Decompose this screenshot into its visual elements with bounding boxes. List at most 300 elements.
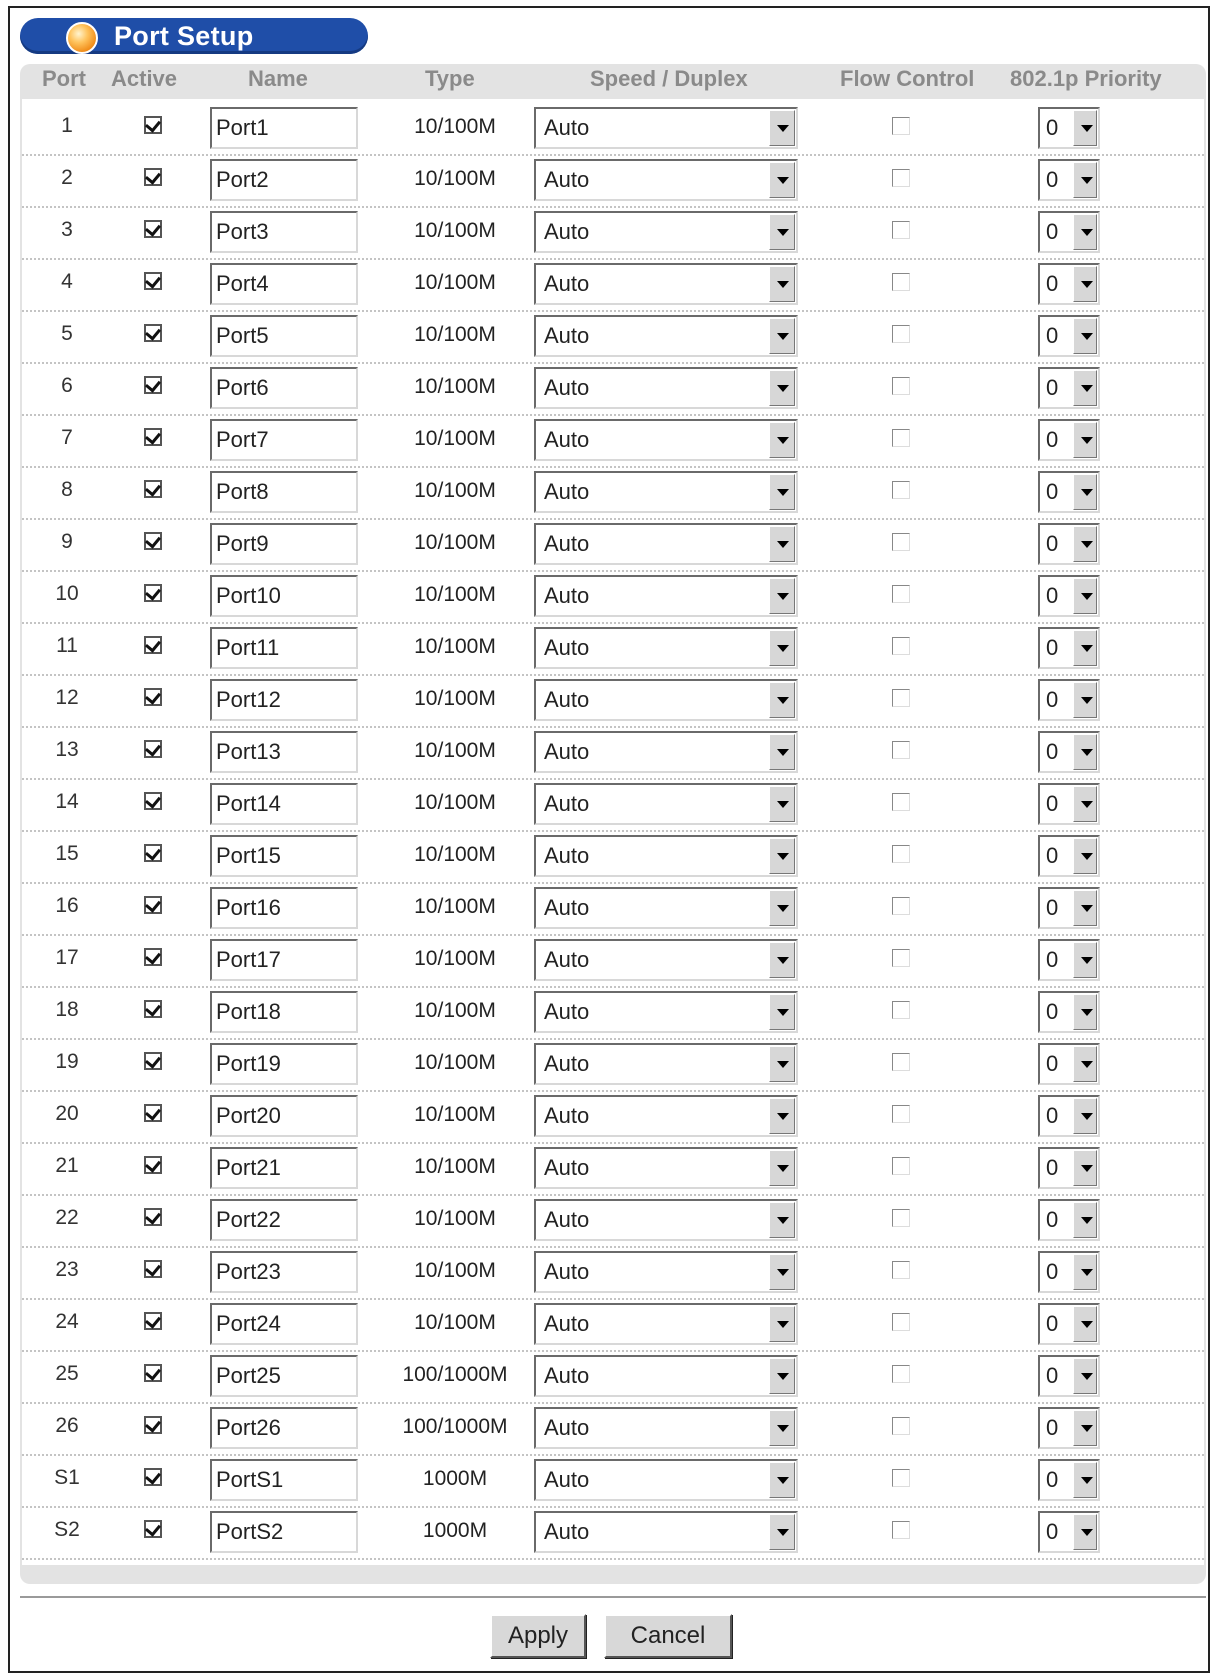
active-checkbox[interactable]	[144, 480, 162, 498]
table-row	[22, 364, 1204, 416]
chevron-down-icon[interactable]	[1073, 942, 1097, 978]
chevron-down-icon[interactable]	[769, 1202, 795, 1238]
flow-control-checkbox[interactable]	[892, 585, 910, 603]
table-row	[22, 208, 1204, 260]
active-checkbox[interactable]	[144, 1104, 162, 1122]
table-row	[22, 260, 1204, 312]
speed-duplex-select[interactable]	[534, 107, 798, 149]
flow-control-checkbox[interactable]	[892, 897, 910, 915]
priority-select[interactable]	[1038, 627, 1100, 669]
port-name-input[interactable]	[210, 1355, 358, 1397]
chevron-down-icon[interactable]	[769, 1046, 795, 1082]
priority-select[interactable]	[1038, 991, 1100, 1033]
priority-select[interactable]	[1038, 367, 1100, 409]
speed-duplex-select[interactable]	[534, 939, 798, 981]
flow-control-checkbox[interactable]	[892, 741, 910, 759]
page-title: Port Setup	[114, 21, 254, 51]
speed-duplex-select[interactable]	[534, 263, 798, 305]
flow-control-checkbox[interactable]	[892, 325, 910, 343]
port-number: 14	[55, 790, 79, 813]
speed-duplex-value: Auto	[544, 1259, 590, 1284]
priority-value: 0	[1046, 1519, 1059, 1544]
priority-select[interactable]	[1038, 471, 1100, 513]
active-checkbox[interactable]	[144, 1364, 162, 1382]
port-type: 10/100M	[414, 635, 496, 658]
cancel-button[interactable]: Cancel	[604, 1614, 732, 1658]
port-number: 4	[61, 270, 73, 293]
header-priority: 802.1p Priority	[1010, 66, 1162, 91]
flow-control-checkbox[interactable]	[892, 689, 910, 707]
port-number: 12	[55, 686, 79, 709]
chevron-down-icon[interactable]	[1073, 786, 1097, 822]
port-number: 22	[55, 1206, 79, 1229]
port-name-input[interactable]	[210, 887, 358, 929]
speed-duplex-value: Auto	[544, 1103, 590, 1128]
flow-control-checkbox[interactable]	[892, 1469, 910, 1487]
port-number: 17	[55, 946, 79, 969]
port-name-input[interactable]	[210, 1459, 358, 1501]
flow-control-checkbox[interactable]	[892, 1417, 910, 1435]
priority-select[interactable]	[1038, 1251, 1100, 1293]
port-name-input[interactable]	[210, 159, 358, 201]
speed-duplex-select[interactable]	[534, 1199, 798, 1241]
priority-select[interactable]	[1038, 211, 1100, 253]
speed-duplex-select[interactable]	[534, 887, 798, 929]
chevron-down-icon[interactable]	[1073, 734, 1097, 770]
chevron-down-icon[interactable]	[1073, 994, 1097, 1030]
table-row	[22, 1300, 1204, 1352]
priority-select[interactable]	[1038, 263, 1100, 305]
active-checkbox[interactable]	[144, 844, 162, 862]
title-bar	[20, 18, 368, 54]
chevron-down-icon[interactable]	[1073, 318, 1097, 354]
speed-duplex-value: Auto	[544, 1311, 590, 1336]
chevron-down-icon[interactable]	[1073, 1046, 1097, 1082]
chevron-down-icon[interactable]	[769, 266, 795, 302]
table-row	[22, 312, 1204, 364]
chevron-down-icon[interactable]	[769, 214, 795, 250]
chevron-down-icon[interactable]	[769, 474, 795, 510]
speed-duplex-select[interactable]	[534, 1407, 798, 1449]
active-checkbox[interactable]	[144, 1208, 162, 1226]
chevron-down-icon[interactable]	[769, 162, 795, 198]
speed-duplex-value: Auto	[544, 843, 590, 868]
chevron-down-icon[interactable]	[1073, 1410, 1097, 1446]
active-checkbox[interactable]	[144, 584, 162, 602]
header-port: Port	[42, 66, 86, 91]
speed-duplex-select[interactable]	[534, 783, 798, 825]
port-number: 9	[61, 530, 73, 553]
port-type: 10/100M	[414, 531, 496, 554]
flow-control-checkbox[interactable]	[892, 1209, 910, 1227]
active-checkbox[interactable]	[144, 1416, 162, 1434]
flow-control-checkbox[interactable]	[892, 169, 910, 187]
chevron-down-icon[interactable]	[769, 526, 795, 562]
port-type: 10/100M	[414, 687, 496, 710]
speed-duplex-select[interactable]	[534, 731, 798, 773]
speed-duplex-value: Auto	[544, 895, 590, 920]
flow-control-checkbox[interactable]	[892, 377, 910, 395]
chevron-down-icon[interactable]	[769, 110, 795, 146]
active-checkbox[interactable]	[144, 376, 162, 394]
divider	[20, 1596, 1206, 1598]
port-name-input[interactable]	[210, 523, 358, 565]
active-checkbox[interactable]	[144, 1156, 162, 1174]
port-name-input[interactable]	[210, 679, 358, 721]
flow-control-checkbox[interactable]	[892, 637, 910, 655]
speed-duplex-value: Auto	[544, 583, 590, 608]
active-checkbox[interactable]	[144, 532, 162, 550]
priority-select[interactable]	[1038, 731, 1100, 773]
priority-value: 0	[1046, 687, 1059, 712]
table-row	[22, 676, 1204, 728]
active-checkbox[interactable]	[144, 948, 162, 966]
priority-select[interactable]	[1038, 1407, 1100, 1449]
chevron-down-icon[interactable]	[1073, 838, 1097, 874]
speed-duplex-select[interactable]	[534, 367, 798, 409]
speed-duplex-select[interactable]	[534, 835, 798, 877]
flow-control-checkbox[interactable]	[892, 1313, 910, 1331]
active-checkbox[interactable]	[144, 272, 162, 290]
active-checkbox[interactable]	[144, 168, 162, 186]
port-name-input[interactable]	[210, 367, 358, 409]
priority-value: 0	[1046, 1259, 1059, 1284]
port-type: 10/100M	[414, 583, 496, 606]
priority-select[interactable]	[1038, 1043, 1100, 1085]
chevron-down-icon[interactable]	[1073, 682, 1097, 718]
priority-select[interactable]	[1038, 679, 1100, 721]
table-row	[22, 832, 1204, 884]
port-number: 20	[55, 1102, 79, 1125]
port-name-input[interactable]	[210, 1043, 358, 1085]
active-checkbox[interactable]	[144, 1520, 162, 1538]
active-checkbox[interactable]	[144, 896, 162, 914]
chevron-down-icon[interactable]	[1073, 422, 1097, 458]
chevron-down-icon[interactable]	[769, 422, 795, 458]
port-name-input[interactable]	[210, 1303, 358, 1345]
priority-select[interactable]	[1038, 1303, 1100, 1345]
header-flow-control: Flow Control	[840, 66, 975, 91]
flow-control-checkbox[interactable]	[892, 429, 910, 447]
speed-duplex-value: Auto	[544, 323, 590, 348]
active-checkbox[interactable]	[144, 220, 162, 238]
table-row	[22, 884, 1204, 936]
priority-value: 0	[1046, 219, 1059, 244]
speed-duplex-select[interactable]	[534, 1459, 798, 1501]
priority-value: 0	[1046, 375, 1059, 400]
chevron-down-icon[interactable]	[769, 1358, 795, 1394]
port-number: 25	[55, 1362, 79, 1385]
port-type: 10/100M	[414, 895, 496, 918]
chevron-down-icon[interactable]	[1073, 1098, 1097, 1134]
speed-duplex-value: Auto	[544, 1363, 590, 1388]
flow-control-checkbox[interactable]	[892, 117, 910, 135]
flow-control-checkbox[interactable]	[892, 1521, 910, 1539]
port-name-input[interactable]	[210, 627, 358, 669]
chevron-down-icon[interactable]	[1073, 1514, 1097, 1550]
chevron-down-icon[interactable]	[1073, 1150, 1097, 1186]
priority-select[interactable]	[1038, 575, 1100, 617]
priority-value: 0	[1046, 1363, 1059, 1388]
table-row	[22, 1144, 1204, 1196]
chevron-down-icon[interactable]	[1073, 1462, 1097, 1498]
flow-control-checkbox[interactable]	[892, 533, 910, 551]
priority-value: 0	[1046, 843, 1059, 868]
priority-select[interactable]	[1038, 887, 1100, 929]
active-checkbox[interactable]	[144, 1000, 162, 1018]
priority-value: 0	[1046, 1415, 1059, 1440]
speed-duplex-value: Auto	[544, 739, 590, 764]
chevron-down-icon[interactable]	[769, 578, 795, 614]
port-number: S2	[54, 1518, 80, 1541]
header-speed-duplex: Speed / Duplex	[590, 66, 748, 91]
speed-duplex-value: Auto	[544, 479, 590, 504]
port-name-input[interactable]	[210, 1511, 358, 1553]
chevron-down-icon[interactable]	[1073, 214, 1097, 250]
port-name-input[interactable]	[210, 1251, 358, 1293]
port-type: 100/1000M	[402, 1363, 508, 1386]
flow-control-checkbox[interactable]	[892, 793, 910, 811]
speed-duplex-select[interactable]	[534, 1043, 798, 1085]
table-row	[22, 104, 1204, 156]
speed-duplex-select[interactable]	[534, 627, 798, 669]
table-row	[22, 520, 1204, 572]
priority-select[interactable]	[1038, 939, 1100, 981]
port-name-input[interactable]	[210, 315, 358, 357]
port-number: 11	[56, 634, 78, 657]
port-name-input[interactable]	[210, 471, 358, 513]
flow-control-checkbox[interactable]	[892, 1053, 910, 1071]
speed-duplex-select[interactable]	[534, 1355, 798, 1397]
port-type: 10/100M	[414, 739, 496, 762]
port-name-input[interactable]	[210, 1147, 358, 1189]
port-number: 16	[55, 894, 79, 917]
port-number: 5	[61, 322, 73, 345]
port-type: 10/100M	[414, 271, 496, 294]
priority-value: 0	[1046, 427, 1059, 452]
active-checkbox[interactable]	[144, 1052, 162, 1070]
chevron-down-icon[interactable]	[1073, 526, 1097, 562]
chevron-down-icon[interactable]	[769, 370, 795, 406]
port-name-input[interactable]	[210, 731, 358, 773]
flow-control-checkbox[interactable]	[892, 273, 910, 291]
port-name-input[interactable]	[210, 1199, 358, 1241]
chevron-down-icon[interactable]	[1073, 1306, 1097, 1342]
apply-button[interactable]: Apply	[490, 1614, 586, 1658]
priority-select[interactable]	[1038, 1199, 1100, 1241]
port-type: 10/100M	[414, 219, 496, 242]
priority-value: 0	[1046, 583, 1059, 608]
priority-select[interactable]	[1038, 1459, 1100, 1501]
active-checkbox[interactable]	[144, 1312, 162, 1330]
priority-select[interactable]	[1038, 1095, 1100, 1137]
port-type: 10/100M	[414, 1051, 496, 1074]
active-checkbox[interactable]	[144, 740, 162, 758]
port-name-input[interactable]	[210, 783, 358, 825]
priority-value: 0	[1046, 739, 1059, 764]
chevron-down-icon[interactable]	[1073, 1254, 1097, 1290]
chevron-down-icon[interactable]	[769, 786, 795, 822]
flow-control-checkbox[interactable]	[892, 221, 910, 239]
priority-select[interactable]	[1038, 835, 1100, 877]
speed-duplex-select[interactable]	[534, 991, 798, 1033]
chevron-down-icon[interactable]	[1073, 890, 1097, 926]
speed-duplex-value: Auto	[544, 1519, 590, 1544]
active-checkbox[interactable]	[144, 636, 162, 654]
chevron-down-icon[interactable]	[769, 994, 795, 1030]
port-type: 10/100M	[414, 375, 496, 398]
active-checkbox[interactable]	[144, 324, 162, 342]
port-type: 10/100M	[414, 843, 496, 866]
chevron-down-icon[interactable]	[769, 734, 795, 770]
flow-control-checkbox[interactable]	[892, 1365, 910, 1383]
chevron-down-icon[interactable]	[769, 1514, 795, 1550]
priority-select[interactable]	[1038, 159, 1100, 201]
chevron-down-icon[interactable]	[769, 1150, 795, 1186]
speed-duplex-select[interactable]	[534, 419, 798, 461]
port-number: 6	[61, 374, 73, 397]
active-checkbox[interactable]	[144, 116, 162, 134]
table-row	[22, 572, 1204, 624]
port-name-input[interactable]	[210, 211, 358, 253]
chevron-down-icon[interactable]	[769, 318, 795, 354]
port-type: 10/100M	[414, 1155, 496, 1178]
speed-duplex-value: Auto	[544, 167, 590, 192]
table-row	[22, 1404, 1204, 1456]
active-checkbox[interactable]	[144, 792, 162, 810]
chevron-down-icon[interactable]	[769, 682, 795, 718]
priority-value: 0	[1046, 323, 1059, 348]
priority-select[interactable]	[1038, 1147, 1100, 1189]
priority-value: 0	[1046, 1467, 1059, 1492]
port-name-input[interactable]	[210, 991, 358, 1033]
port-name-input[interactable]	[210, 939, 358, 981]
priority-select[interactable]	[1038, 107, 1100, 149]
priority-value: 0	[1046, 947, 1059, 972]
chevron-down-icon[interactable]	[1073, 1202, 1097, 1238]
port-type: 10/100M	[414, 1259, 496, 1282]
chevron-down-icon[interactable]	[1073, 474, 1097, 510]
port-name-input[interactable]	[210, 1095, 358, 1137]
speed-duplex-select[interactable]	[534, 679, 798, 721]
speed-duplex-select[interactable]	[534, 315, 798, 357]
speed-duplex-value: Auto	[544, 791, 590, 816]
priority-value: 0	[1046, 1155, 1059, 1180]
priority-select[interactable]	[1038, 1511, 1100, 1553]
chevron-down-icon[interactable]	[769, 630, 795, 666]
speed-duplex-select[interactable]	[534, 1095, 798, 1137]
speed-duplex-select[interactable]	[534, 211, 798, 253]
speed-duplex-value: Auto	[544, 1051, 590, 1076]
flow-control-checkbox[interactable]	[892, 1001, 910, 1019]
table-row	[22, 1456, 1204, 1508]
chevron-down-icon[interactable]	[1073, 630, 1097, 666]
port-name-input[interactable]	[210, 1407, 358, 1449]
chevron-down-icon[interactable]	[769, 1098, 795, 1134]
port-number: 15	[55, 842, 79, 865]
priority-value: 0	[1046, 1311, 1059, 1336]
priority-value: 0	[1046, 791, 1059, 816]
port-type: 10/100M	[414, 1103, 496, 1126]
port-type: 10/100M	[414, 323, 496, 346]
active-checkbox[interactable]	[144, 688, 162, 706]
port-name-input[interactable]	[210, 835, 358, 877]
port-type: 10/100M	[414, 1207, 496, 1230]
table-row	[22, 728, 1204, 780]
chevron-down-icon[interactable]	[1073, 110, 1097, 146]
header-active: Active	[111, 66, 178, 91]
port-name-input[interactable]	[210, 263, 358, 305]
speed-duplex-select[interactable]	[534, 523, 798, 565]
priority-select[interactable]	[1038, 315, 1100, 357]
priority-value: 0	[1046, 1051, 1059, 1076]
chevron-down-icon[interactable]	[1073, 578, 1097, 614]
chevron-down-icon[interactable]	[1073, 370, 1097, 406]
speed-duplex-select[interactable]	[534, 471, 798, 513]
table-row	[22, 156, 1204, 208]
priority-value: 0	[1046, 1207, 1059, 1232]
port-name-input[interactable]	[210, 419, 358, 461]
table-row	[22, 468, 1204, 520]
port-name-input[interactable]	[210, 107, 358, 149]
chevron-down-icon[interactable]	[1073, 162, 1097, 198]
flow-control-checkbox[interactable]	[892, 481, 910, 499]
active-checkbox[interactable]	[144, 1260, 162, 1278]
chevron-down-icon[interactable]	[769, 838, 795, 874]
priority-select[interactable]	[1038, 1355, 1100, 1397]
chevron-down-icon[interactable]	[769, 1410, 795, 1446]
flow-control-checkbox[interactable]	[892, 949, 910, 967]
flow-control-checkbox[interactable]	[892, 1261, 910, 1279]
chevron-down-icon[interactable]	[769, 942, 795, 978]
active-checkbox[interactable]	[144, 1468, 162, 1486]
port-type: 10/100M	[414, 1311, 496, 1334]
chevron-down-icon[interactable]	[1073, 266, 1097, 302]
table-row	[22, 936, 1204, 988]
chevron-down-icon[interactable]	[769, 890, 795, 926]
priority-select[interactable]	[1038, 783, 1100, 825]
port-number: 24	[55, 1310, 79, 1333]
port-number: 2	[61, 166, 73, 189]
priority-value: 0	[1046, 115, 1059, 140]
speed-duplex-select[interactable]	[534, 1511, 798, 1553]
chevron-down-icon[interactable]	[769, 1254, 795, 1290]
speed-duplex-value: Auto	[544, 635, 590, 660]
flow-control-checkbox[interactable]	[892, 1105, 910, 1123]
speed-duplex-value: Auto	[544, 531, 590, 556]
speed-duplex-select[interactable]	[534, 1251, 798, 1293]
speed-duplex-value: Auto	[544, 271, 590, 296]
priority-value: 0	[1046, 895, 1059, 920]
speed-duplex-select[interactable]	[534, 159, 798, 201]
speed-duplex-select[interactable]	[534, 1303, 798, 1345]
priority-value: 0	[1046, 167, 1059, 192]
speed-duplex-select[interactable]	[534, 1147, 798, 1189]
speed-duplex-select[interactable]	[534, 575, 798, 617]
priority-select[interactable]	[1038, 523, 1100, 565]
active-checkbox[interactable]	[144, 428, 162, 446]
flow-control-checkbox[interactable]	[892, 845, 910, 863]
port-name-input[interactable]	[210, 575, 358, 617]
chevron-down-icon[interactable]	[769, 1462, 795, 1498]
speed-duplex-value: Auto	[544, 115, 590, 140]
flow-control-checkbox[interactable]	[892, 1157, 910, 1175]
chevron-down-icon[interactable]	[1073, 1358, 1097, 1394]
chevron-down-icon[interactable]	[769, 1306, 795, 1342]
priority-select[interactable]	[1038, 419, 1100, 461]
table-row	[22, 988, 1204, 1040]
speed-duplex-value: Auto	[544, 1207, 590, 1232]
